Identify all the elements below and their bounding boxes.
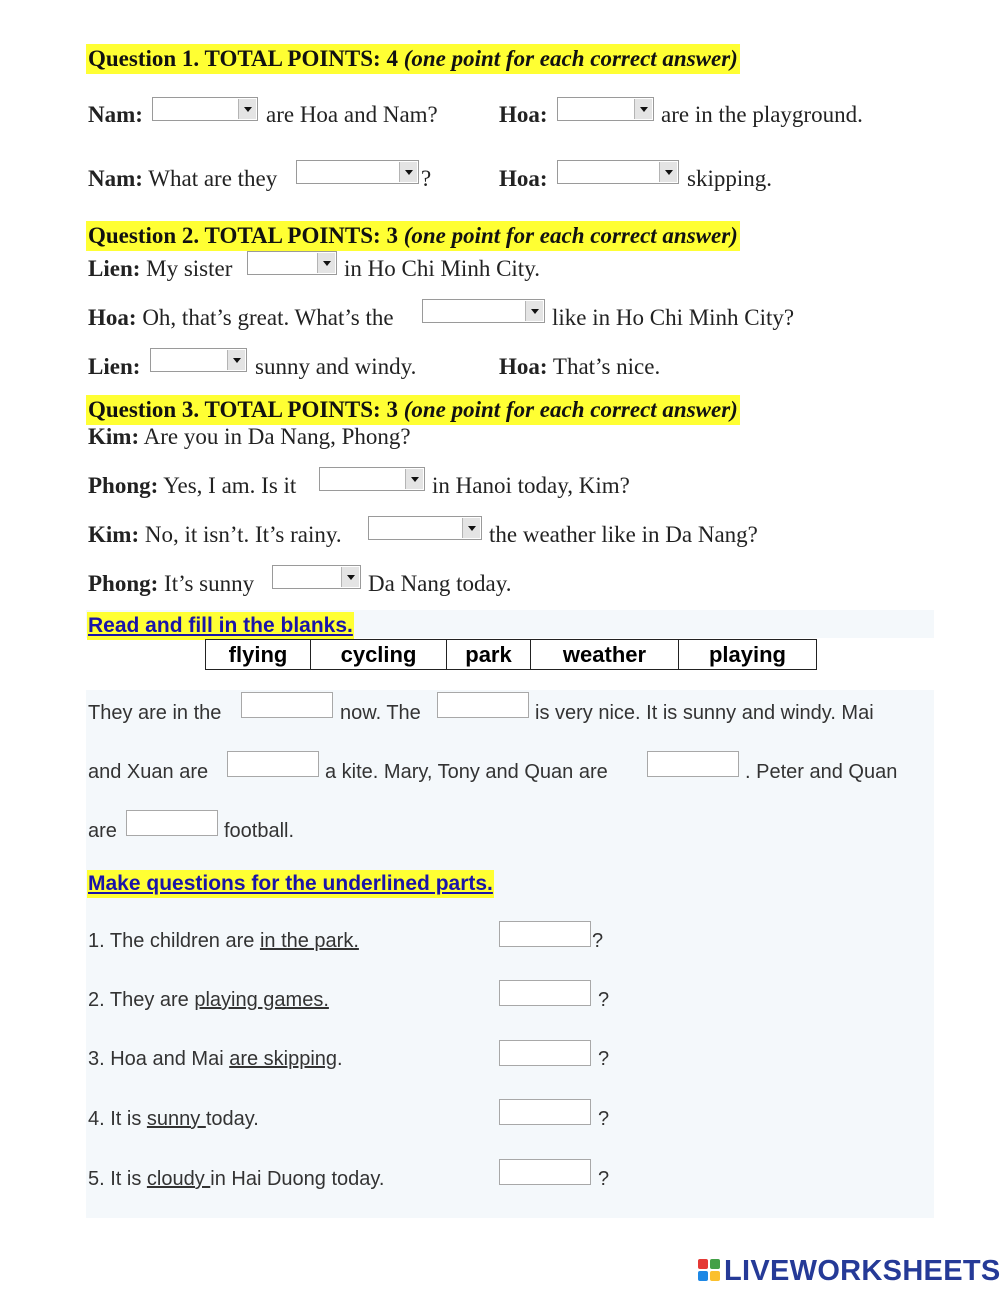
word-bank — [205, 639, 817, 670]
speaker-label: Phong: — [88, 571, 159, 596]
question-text: 4. It is — [88, 1108, 147, 1130]
speaker-label: Hoa: — [88, 305, 137, 330]
reading-text-7: are — [88, 820, 117, 842]
q3-text-5: the weather like in Da Nang? — [489, 522, 758, 547]
question-item-2 — [88, 989, 329, 1012]
q2-text-2: in Ho Chi Minh City. — [344, 256, 540, 281]
reading-section-title: Read and fill in the blanks. — [87, 612, 354, 640]
speaker-label: Hoa: — [499, 166, 548, 191]
question-item-5 — [88, 1168, 384, 1191]
question-item-1 — [88, 930, 359, 953]
reading-text-5: a kite. Mary, Tony and Quan are — [325, 761, 608, 783]
q3-text-1: Are you in Da Nang, Phong? — [143, 424, 411, 449]
speaker-label: Hoa: — [499, 102, 548, 127]
question-2-title: Question 2. TOTAL POINTS: 3 — [88, 223, 398, 248]
reading-text-3: is very nice. It is sunny and windy. Mai — [535, 702, 874, 724]
q3-text-7: Da Nang today. — [368, 571, 512, 596]
chevron-down-icon — [634, 99, 652, 119]
question-answer-2[interactable] — [499, 980, 591, 1006]
underlined-part: in the park. — [259, 930, 359, 952]
word-bank-item: park — [447, 640, 531, 670]
q1-text-1: are Hoa and Nam? — [266, 102, 438, 127]
q1-question-mark: ? — [421, 166, 432, 191]
underlined-part: cloudy — [146, 1168, 211, 1190]
question-item-3 — [88, 1048, 343, 1071]
question-text: . — [337, 1048, 343, 1070]
chevron-down-icon — [238, 99, 256, 119]
question-2-note: (one point for each correct answer) — [403, 223, 738, 248]
q1-dropdown-2[interactable] — [557, 97, 654, 121]
reading-text-2: now. The — [340, 702, 421, 724]
question-text: 3. Hoa and Mai — [88, 1048, 230, 1070]
q2-text-3: Oh, that’s great. What’s the — [142, 305, 394, 330]
question-mark: ? — [592, 930, 604, 952]
word-bank-item: weather — [531, 640, 679, 670]
speaker-label: Kim: — [88, 424, 140, 449]
q2-dropdown-2[interactable] — [422, 299, 545, 323]
question-answer-5[interactable] — [499, 1159, 591, 1185]
chevron-down-icon — [462, 518, 480, 538]
question-mark: ? — [598, 1048, 610, 1070]
question-answer-3[interactable] — [499, 1040, 591, 1066]
q1-text-4: skipping. — [687, 166, 772, 191]
word-bank-item: flying — [206, 640, 311, 670]
underlined-part: playing games. — [194, 989, 329, 1011]
speaker-label: Hoa: — [499, 354, 548, 379]
reading-text-6: . Peter and Quan — [745, 761, 898, 783]
q1-dropdown-4[interactable] — [557, 160, 679, 184]
q1-line-nam-1 — [88, 102, 143, 128]
question-2-header — [86, 221, 740, 251]
q3-text-2: Yes, I am. Is it — [163, 473, 297, 498]
underlined-part: sunny — [146, 1108, 206, 1130]
chevron-down-icon — [341, 567, 359, 587]
q3-dropdown-2[interactable] — [368, 516, 482, 540]
reading-text-1: They are in the — [88, 702, 222, 724]
q1-dropdown-3[interactable] — [296, 160, 419, 184]
reading-blank-4[interactable] — [647, 751, 739, 777]
q3-dropdown-1[interactable] — [319, 467, 425, 491]
question-text: in Hai Duong today. — [210, 1168, 385, 1190]
word-bank-item: cycling — [311, 640, 447, 670]
reading-text-4: and Xuan are — [88, 761, 209, 783]
chevron-down-icon — [659, 162, 677, 182]
speaker-label: Lien: — [88, 354, 141, 379]
chevron-down-icon — [399, 162, 417, 182]
question-3-note: (one point for each correct answer) — [403, 397, 738, 422]
speaker-label: Nam: — [88, 166, 143, 191]
q2-dropdown-3[interactable] — [150, 348, 247, 372]
question-3-header — [86, 395, 740, 425]
reading-text-8: football. — [224, 820, 295, 842]
q1-text-2: are in the playground. — [661, 102, 863, 127]
chevron-down-icon — [525, 301, 543, 321]
liveworksheets-logo[interactable]: LIVEWORKSHEETS — [724, 1255, 1000, 1287]
reading-blank-5[interactable] — [126, 810, 218, 836]
q3-text-3: in Hanoi today, Kim? — [432, 473, 630, 498]
q2-text-6: That’s nice. — [552, 354, 661, 379]
question-answer-1[interactable] — [499, 921, 591, 947]
q3-text-6: It’s sunny — [164, 571, 255, 596]
q2-text-5: sunny and windy. — [255, 354, 417, 379]
question-mark: ? — [598, 989, 610, 1011]
q2-dropdown-1[interactable] — [247, 251, 337, 275]
reading-blank-3[interactable] — [227, 751, 319, 777]
chevron-down-icon — [317, 253, 335, 273]
speaker-label: Phong: — [88, 473, 159, 498]
question-answer-4[interactable] — [499, 1099, 591, 1125]
question-text: 5. It is — [88, 1168, 147, 1190]
reading-blank-1[interactable] — [241, 692, 333, 718]
q2-text-1: My sister — [146, 256, 233, 281]
q3-dropdown-3[interactable] — [272, 565, 361, 589]
question-text: today. — [205, 1108, 259, 1130]
word-bank-item: playing — [679, 640, 817, 670]
speaker-label: Kim: — [88, 522, 140, 547]
question-text: 2. They are — [88, 989, 195, 1011]
speaker-label: Lien: — [88, 256, 141, 281]
q3-text-4: No, it isn’t. It’s rainy. — [144, 522, 342, 547]
underlined-part: are skipping — [229, 1048, 338, 1070]
question-1-title: Question 1. TOTAL POINTS: 4 — [88, 46, 398, 71]
speaker-label: Nam: — [88, 102, 143, 127]
question-1-header — [86, 44, 740, 74]
question-1-note: (one point for each correct answer) — [403, 46, 738, 71]
question-3-title: Question 3. TOTAL POINTS: 3 — [88, 397, 398, 422]
question-item-4 — [88, 1108, 259, 1131]
question-text: 1. The children are — [88, 930, 260, 952]
liveworksheets-logo-icon — [698, 1259, 721, 1282]
q1-text-3: What are they — [148, 166, 278, 191]
q1-dropdown-1[interactable] — [152, 97, 258, 121]
chevron-down-icon — [405, 469, 423, 489]
questions-section-title: Make questions for the underlined parts. — [87, 870, 494, 898]
q2-text-4: like in Ho Chi Minh City? — [552, 305, 795, 330]
question-mark: ? — [598, 1108, 610, 1130]
question-mark: ? — [598, 1168, 610, 1190]
chevron-down-icon — [227, 350, 245, 370]
reading-blank-2[interactable] — [437, 692, 529, 718]
